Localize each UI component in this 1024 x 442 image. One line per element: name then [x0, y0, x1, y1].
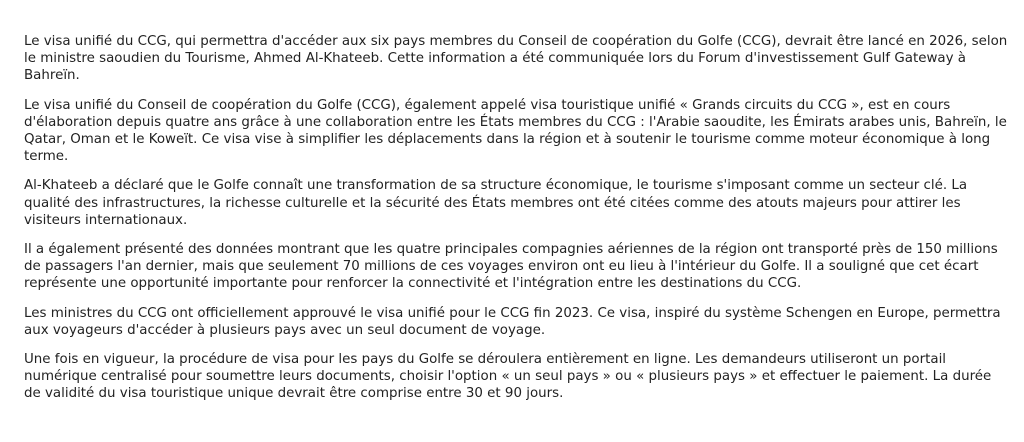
paragraph-3: Al-Khateeb a déclaré que le Golfe connaît une transformation de sa structure économique, le tourisme s'imposant comme un secteur clé. La qualité des infrastructures, la richesse culturelle et la sécurité des États membres ont été citées comme des atouts majeurs pour attirer les visiteurs internationaux. — [24, 178, 968, 228]
paragraph-6: Une fois en vigueur, la procédure de visa pour les pays du Golfe se déroulera entièrement en ligne. Les demandeurs utiliseront un portail numérique centralisé pour soumettre leurs documents, choisir l'option « un seul pays » ou « plusieurs pays » et effectuer le paiement. La durée de validité du visa touristique unique devrait être comprise entre 30 et 90 jours. — [24, 352, 992, 402]
paragraph-5: Les ministres du CCG ont officiellement approuvé le visa unifié pour le CCG fin 2023. Ce visa, inspiré du système Schengen en Europe, permettra aux voyageurs d'accéder à plusieurs pays avec un seul document de voyage. — [24, 305, 1001, 338]
paragraph-4: Il a également présenté des données montrant que les quatre principales compagnies aériennes de la région ont transporté près de 150 millions de passagers l'an dernier, mais que seulement 70 millions de ces voyages environ ont eu lieu à l'intérieur du Golfe. Il a souligné que cet écart représente une opportunité importante pour renforcer la connectivité et l'intégration entre les destinations du CCG. — [24, 242, 998, 292]
paragraph-1: Le visa unifié du CCG, qui permettra d'accéder aux six pays membres du Conseil de coopération du Golfe (CCG), devrait être lancé en 2026, selon le ministre saoudien du Tourisme, Ahmed Al-Khateeb. Cette information a été communiquée lors du Forum d'investissement Gulf Gateway à Bahreïn. — [24, 34, 1008, 84]
paragraph-2: Le visa unifié du Conseil de coopération du Golfe (CCG), également appelé visa touristique unifié « Grands circuits du CCG », est en cours d'élaboration depuis quatre ans grâce à une collaboration entre les États membres du CCG : l'Arabie saoudite, les Émirats arabes unis, Bahreïn, le Qatar, Oman et le Koweït. Ce visa vise à simplifier les déplacements dans la région et à soutenir le tourisme comme moteur économique à long terme. — [24, 97, 1007, 165]
article-body — [24, 33, 1009, 415]
